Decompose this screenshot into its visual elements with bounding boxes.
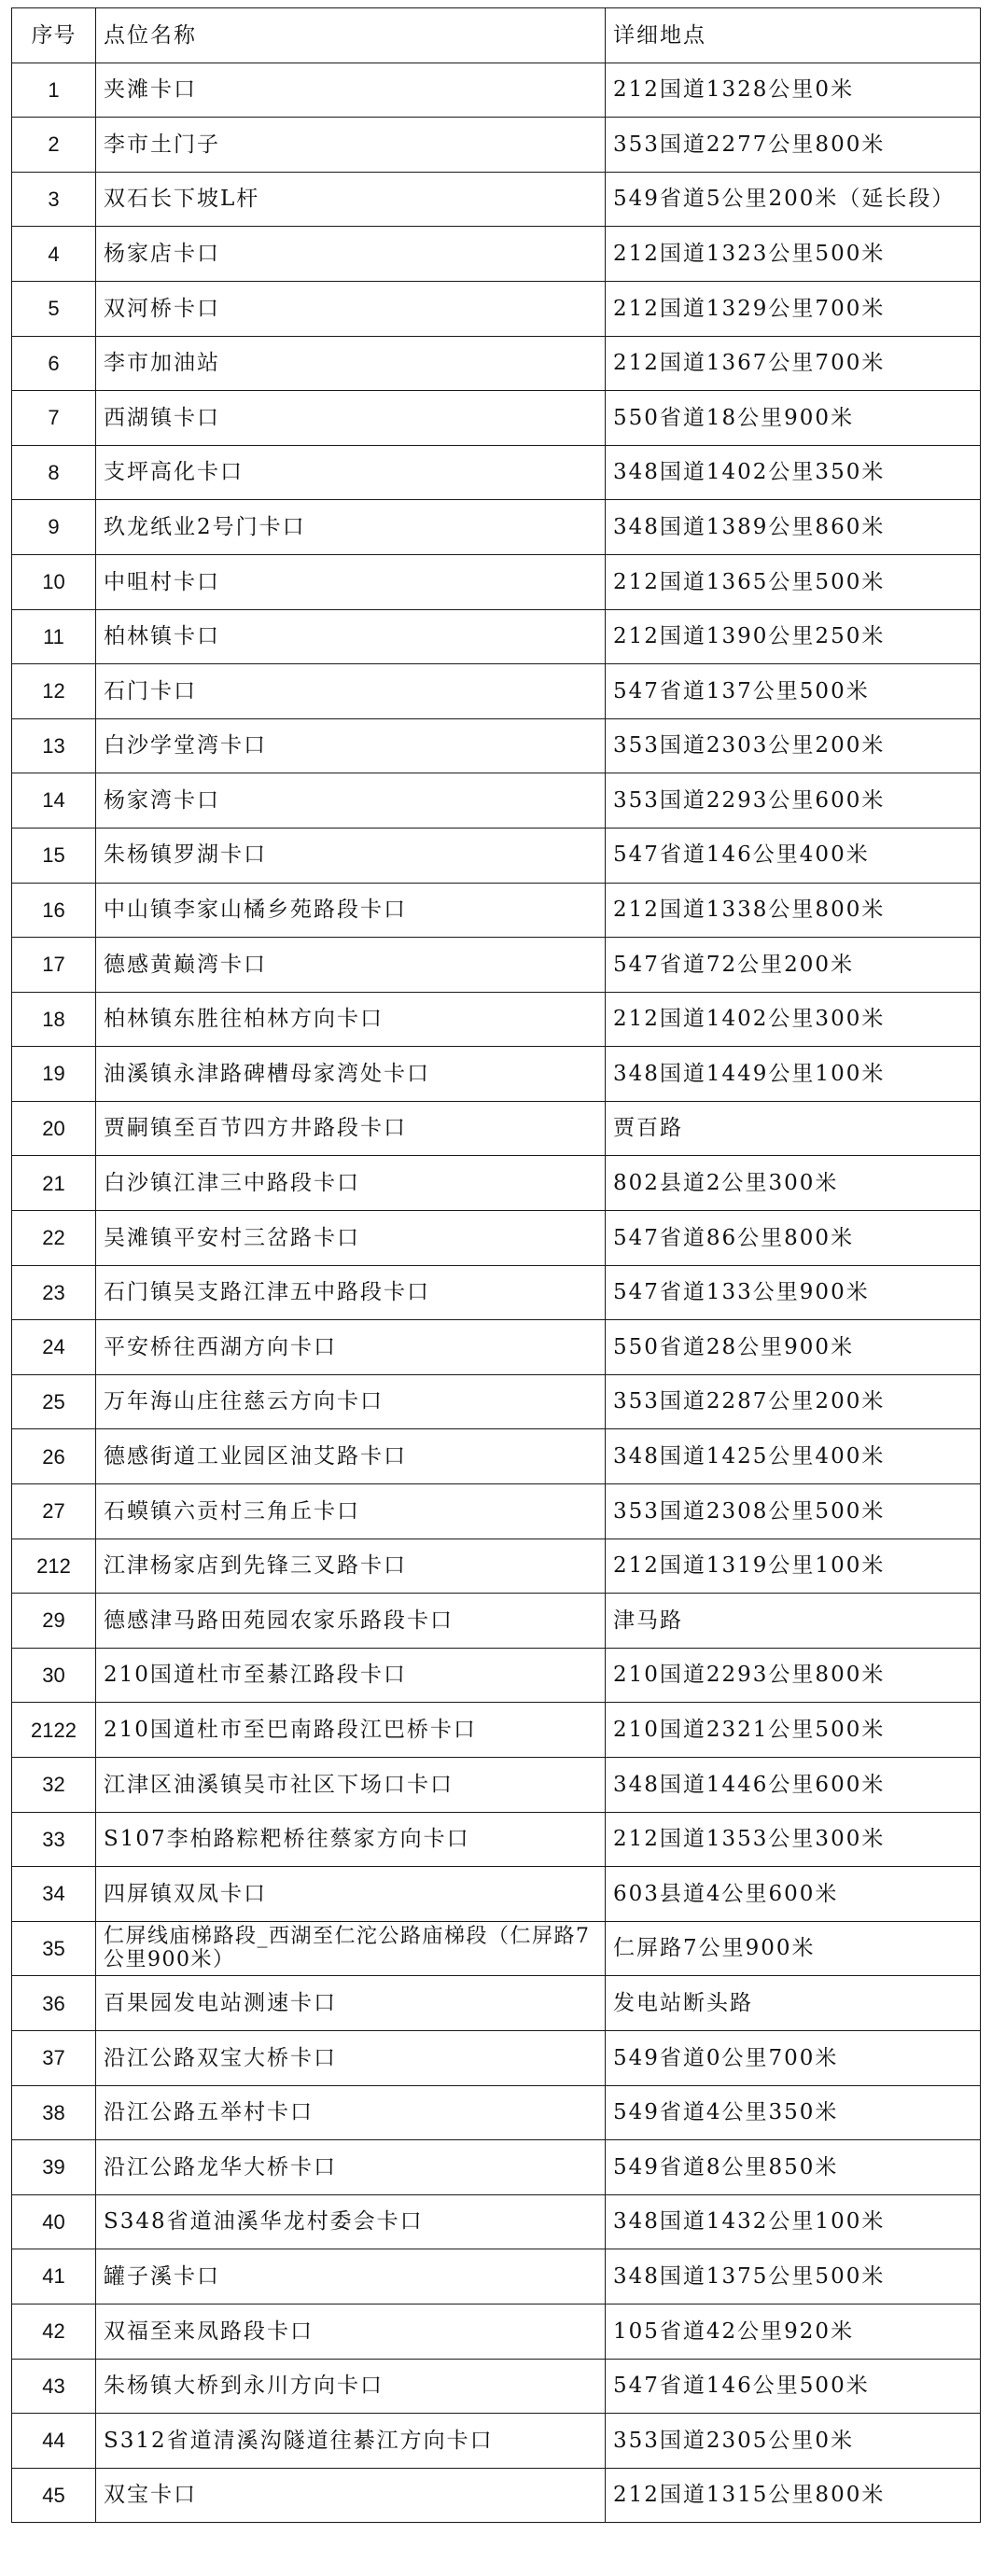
row-location-name: 210国道杜市至巴南路段江巴桥卡口 <box>96 1703 606 1758</box>
table-row <box>12 1047 981 1102</box>
row-serial-number: 42 <box>12 2304 96 2359</box>
row-location-name: 支坪高化卡口 <box>96 445 606 500</box>
table-row <box>12 773 981 828</box>
row-location-name: S312省道清溪沟隧道往綦江方向卡口 <box>96 2414 606 2469</box>
table-row <box>12 281 981 336</box>
row-detailed-address: 仁屏路7公里900米 <box>606 1921 981 1976</box>
row-location-name: 杨家店卡口 <box>96 227 606 282</box>
table-row <box>12 992 981 1047</box>
row-detailed-address: 549省道5公里200米（延长段） <box>606 172 981 227</box>
row-serial-number: 4 <box>12 227 96 282</box>
row-serial-number: 5 <box>12 281 96 336</box>
row-location-name: 朱杨镇大桥到永川方向卡口 <box>96 2359 606 2414</box>
row-detailed-address: 550省道18公里900米 <box>606 391 981 446</box>
row-location-name: 沿江公路龙华大桥卡口 <box>96 2140 606 2195</box>
row-detailed-address: 547省道137公里500米 <box>606 664 981 719</box>
row-location-name: 万年海山庄往慈云方向卡口 <box>96 1374 606 1429</box>
row-location-name: 双宝卡口 <box>96 2468 606 2523</box>
row-location-name: 李市加油站 <box>96 336 606 391</box>
row-serial-number: 7 <box>12 391 96 446</box>
row-detailed-address: 802县道2公里300米 <box>606 1156 981 1211</box>
table-row <box>12 445 981 500</box>
row-detailed-address: 贾百路 <box>606 1101 981 1156</box>
row-detailed-address: 212国道1315公里800米 <box>606 2468 981 2523</box>
row-serial-number: 14 <box>12 773 96 828</box>
row-serial-number: 12 <box>12 664 96 719</box>
row-serial-number: 22 <box>12 1211 96 1266</box>
row-serial-number: 36 <box>12 1976 96 2031</box>
row-location-name: 四屏镇双凤卡口 <box>96 1867 606 1922</box>
table-row <box>12 1594 981 1649</box>
row-location-name: 贾嗣镇至百节四方井路段卡口 <box>96 1101 606 1156</box>
row-detailed-address: 549省道8公里850米 <box>606 2140 981 2195</box>
row-detailed-address: 发电站断头路 <box>606 1976 981 2031</box>
row-detailed-address: 348国道1402公里350米 <box>606 445 981 500</box>
row-location-name: 双福至来凤路段卡口 <box>96 2304 606 2359</box>
row-location-name: 玖龙纸业2号门卡口 <box>96 500 606 555</box>
table-row <box>12 2468 981 2523</box>
row-serial-number: 10 <box>12 554 96 609</box>
row-location-name: 210国道杜市至綦江路段卡口 <box>96 1648 606 1703</box>
table-row <box>12 1374 981 1429</box>
row-location-name: 江津杨家店到先锋三叉路卡口 <box>96 1539 606 1594</box>
row-detailed-address: 212国道1329公里700米 <box>606 281 981 336</box>
row-serial-number: 39 <box>12 2140 96 2195</box>
row-serial-number: 32 <box>12 1758 96 1813</box>
row-location-name: 夹滩卡口 <box>96 63 606 118</box>
row-location-name: 朱杨镇罗湖卡口 <box>96 828 606 883</box>
checkpoint-table <box>11 7 981 2523</box>
row-location-name: 中咀村卡口 <box>96 554 606 609</box>
table-row <box>12 1484 981 1539</box>
table-row <box>12 2359 981 2414</box>
row-serial-number: 212 <box>12 1539 96 1594</box>
table-row <box>12 1812 981 1867</box>
row-location-name: 德感街道工业园区油艾路卡口 <box>96 1429 606 1484</box>
checkpoint-table-sheet <box>11 7 980 2523</box>
row-detailed-address: 603县道4公里600米 <box>606 1867 981 1922</box>
table-row <box>12 718 981 773</box>
row-location-name: 罐子溪卡口 <box>96 2249 606 2304</box>
header-location-name: 点位名称 <box>96 8 606 63</box>
row-detailed-address: 212国道1328公里0米 <box>606 63 981 118</box>
table-row <box>12 1539 981 1594</box>
row-location-name: 西湖镇卡口 <box>96 391 606 446</box>
row-location-name: 百果园发电站测速卡口 <box>96 1976 606 2031</box>
row-serial-number: 3 <box>12 172 96 227</box>
row-detailed-address: 348国道1425公里400米 <box>606 1429 981 1484</box>
row-detailed-address: 212国道1365公里500米 <box>606 554 981 609</box>
row-serial-number: 26 <box>12 1429 96 1484</box>
row-detailed-address: 348国道1446公里600米 <box>606 1758 981 1813</box>
row-detailed-address: 348国道1389公里860米 <box>606 500 981 555</box>
row-detailed-address: 212国道1319公里100米 <box>606 1539 981 1594</box>
row-serial-number: 11 <box>12 609 96 664</box>
row-serial-number: 27 <box>12 1484 96 1539</box>
row-detailed-address: 353国道2277公里800米 <box>606 118 981 173</box>
row-detailed-address: 547省道146公里500米 <box>606 2359 981 2414</box>
table-row <box>12 2140 981 2195</box>
row-location-name: 白沙镇江津三中路段卡口 <box>96 1156 606 1211</box>
row-location-name: 白沙学堂湾卡口 <box>96 718 606 773</box>
row-location-name: 仁屏线庙梯路段_西湖至仁沱公路庙梯段（仁屏路7公里900米） <box>96 1921 606 1976</box>
table-row <box>12 500 981 555</box>
row-detailed-address: 353国道2293公里600米 <box>606 773 981 828</box>
header-serial-number: 序号 <box>12 8 96 63</box>
row-detailed-address: 353国道2287公里200米 <box>606 1374 981 1429</box>
table-row <box>12 2414 981 2469</box>
row-serial-number: 16 <box>12 883 96 938</box>
row-detailed-address: 547省道86公里800米 <box>606 1211 981 1266</box>
row-serial-number: 38 <box>12 2085 96 2140</box>
row-detailed-address: 353国道2305公里0米 <box>606 2414 981 2469</box>
row-serial-number: 6 <box>12 336 96 391</box>
row-location-name: 石门镇吴支路江津五中路段卡口 <box>96 1265 606 1320</box>
table-row <box>12 1648 981 1703</box>
table-row <box>12 1101 981 1156</box>
table-row <box>12 1265 981 1320</box>
table-row <box>12 828 981 883</box>
table-row <box>12 938 981 993</box>
row-serial-number: 41 <box>12 2249 96 2304</box>
row-detailed-address: 547省道133公里900米 <box>606 1265 981 1320</box>
row-location-name: 德感津马路田苑园农家乐路段卡口 <box>96 1594 606 1649</box>
table-row <box>12 883 981 938</box>
row-detailed-address: 547省道72公里200米 <box>606 938 981 993</box>
row-serial-number: 1 <box>12 63 96 118</box>
row-detailed-address: 212国道1367公里700米 <box>606 336 981 391</box>
row-serial-number: 21 <box>12 1156 96 1211</box>
table-row <box>12 391 981 446</box>
row-serial-number: 29 <box>12 1594 96 1649</box>
row-serial-number: 23 <box>12 1265 96 1320</box>
table-row <box>12 227 981 282</box>
table-row <box>12 1758 981 1813</box>
row-detailed-address: 津马路 <box>606 1594 981 1649</box>
row-location-name: 吴滩镇平安村三岔路卡口 <box>96 1211 606 1266</box>
row-location-name: 双石长下坡L杆 <box>96 172 606 227</box>
row-serial-number: 9 <box>12 500 96 555</box>
row-detailed-address: 353国道2303公里200米 <box>606 718 981 773</box>
row-location-name: 双河桥卡口 <box>96 281 606 336</box>
row-serial-number: 19 <box>12 1047 96 1102</box>
row-location-name: 柏林镇东胜往柏林方向卡口 <box>96 992 606 1047</box>
table-row <box>12 609 981 664</box>
table-row <box>12 554 981 609</box>
row-detailed-address: 549省道0公里700米 <box>606 2030 981 2085</box>
row-detailed-address: 348国道1432公里100米 <box>606 2194 981 2249</box>
row-location-name: 柏林镇卡口 <box>96 609 606 664</box>
row-serial-number: 20 <box>12 1101 96 1156</box>
row-location-name: 沿江公路五举村卡口 <box>96 2085 606 2140</box>
row-detailed-address: 348国道1449公里100米 <box>606 1047 981 1102</box>
row-serial-number: 44 <box>12 2414 96 2469</box>
row-serial-number: 25 <box>12 1374 96 1429</box>
row-serial-number: 40 <box>12 2194 96 2249</box>
table-row <box>12 1429 981 1484</box>
table-row <box>12 1867 981 1922</box>
row-location-name: 平安桥往西湖方向卡口 <box>96 1320 606 1375</box>
table-row <box>12 1703 981 1758</box>
row-location-name: 中山镇李家山橘乡苑路段卡口 <box>96 883 606 938</box>
row-detailed-address: 212国道1338公里800米 <box>606 883 981 938</box>
table-row <box>12 63 981 118</box>
table-row <box>12 118 981 173</box>
table-row <box>12 2304 981 2359</box>
row-detailed-address: 549省道4公里350米 <box>606 2085 981 2140</box>
row-detailed-address: 212国道1390公里250米 <box>606 609 981 664</box>
row-location-name: 李市土门子 <box>96 118 606 173</box>
table-header-row <box>12 8 981 63</box>
row-location-name: 江津区油溪镇吴市社区下场口卡口 <box>96 1758 606 1813</box>
row-location-name: 沿江公路双宝大桥卡口 <box>96 2030 606 2085</box>
row-location-name: 油溪镇永津路碑槽母家湾处卡口 <box>96 1047 606 1102</box>
row-location-name: 石蟆镇六贡村三角丘卡口 <box>96 1484 606 1539</box>
row-location-name: 德感黄巅湾卡口 <box>96 938 606 993</box>
row-detailed-address: 212国道1323公里500米 <box>606 227 981 282</box>
row-serial-number: 13 <box>12 718 96 773</box>
table-row <box>12 2249 981 2304</box>
table-row <box>12 2085 981 2140</box>
table-row <box>12 2030 981 2085</box>
row-location-name: 石门卡口 <box>96 664 606 719</box>
table-row <box>12 172 981 227</box>
table-row <box>12 1320 981 1375</box>
row-serial-number: 34 <box>12 1867 96 1922</box>
row-serial-number: 24 <box>12 1320 96 1375</box>
row-location-name: 杨家湾卡口 <box>96 773 606 828</box>
row-serial-number: 30 <box>12 1648 96 1703</box>
row-serial-number: 8 <box>12 445 96 500</box>
row-detailed-address: 547省道146公里400米 <box>606 828 981 883</box>
row-serial-number: 37 <box>12 2030 96 2085</box>
row-serial-number: 2122 <box>12 1703 96 1758</box>
row-serial-number: 45 <box>12 2468 96 2523</box>
table-row <box>12 336 981 391</box>
row-serial-number: 15 <box>12 828 96 883</box>
row-detailed-address: 105省道42公里920米 <box>606 2304 981 2359</box>
row-detailed-address: 550省道28公里900米 <box>606 1320 981 1375</box>
row-detailed-address: 212国道1353公里300米 <box>606 1812 981 1867</box>
row-serial-number: 33 <box>12 1812 96 1867</box>
row-serial-number: 2 <box>12 118 96 173</box>
table-row <box>12 1976 981 2031</box>
row-detailed-address: 348国道1375公里500米 <box>606 2249 981 2304</box>
header-detailed-address: 详细地点 <box>606 8 981 63</box>
table-row <box>12 1921 981 1976</box>
table-row <box>12 664 981 719</box>
row-location-name: S348省道油溪华龙村委会卡口 <box>96 2194 606 2249</box>
row-serial-number: 43 <box>12 2359 96 2414</box>
row-serial-number: 17 <box>12 938 96 993</box>
row-detailed-address: 353国道2308公里500米 <box>606 1484 981 1539</box>
table-row <box>12 1156 981 1211</box>
row-detailed-address: 210国道2321公里500米 <box>606 1703 981 1758</box>
row-serial-number: 35 <box>12 1921 96 1976</box>
table-body <box>12 63 981 2523</box>
row-detailed-address: 212国道1402公里300米 <box>606 992 981 1047</box>
row-location-name: S107李柏路粽粑桥往蔡家方向卡口 <box>96 1812 606 1867</box>
row-serial-number: 18 <box>12 992 96 1047</box>
row-detailed-address: 210国道2293公里800米 <box>606 1648 981 1703</box>
table-row <box>12 1211 981 1266</box>
table-row <box>12 2194 981 2249</box>
